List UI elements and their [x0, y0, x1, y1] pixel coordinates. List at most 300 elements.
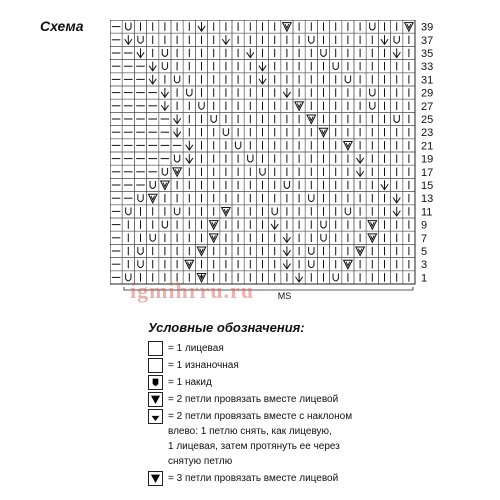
- chart-cell-knit-stitch: [366, 165, 378, 178]
- chart-cell-knit-stitch: [232, 152, 244, 165]
- chart-cell-knit-stitch: [195, 46, 207, 59]
- chart-cell-knit-stitch: [293, 46, 305, 59]
- chart-cell-knit-stitch: [195, 33, 207, 46]
- chart-cell-knit-stitch: [244, 139, 256, 152]
- chart-cell-ssk: [171, 126, 183, 139]
- chart-cell-knit-stitch: [281, 205, 293, 218]
- chart-cell-knit-stitch: [378, 73, 390, 86]
- row-number: 19: [421, 153, 434, 166]
- chart-cell-knit-stitch: [305, 73, 317, 86]
- chart-cell-knit-stitch: [122, 258, 134, 271]
- chart-cell-knit-stitch: [122, 244, 134, 257]
- chart-cell-knit-stitch: [354, 178, 366, 191]
- chart-cell-purl-stitch: [110, 46, 122, 59]
- chart-cell-knit-stitch: [232, 165, 244, 178]
- chart-cell-knit-stitch: [220, 46, 232, 59]
- chart-cell-purl-stitch: [134, 139, 146, 152]
- chart-cell-knit-stitch: [269, 20, 281, 33]
- chart-cell-knit-stitch: [366, 192, 378, 205]
- chart-cell-knit-stitch: [330, 126, 342, 139]
- chart-cell-knit-stitch: [354, 192, 366, 205]
- chart-cell-knit-stitch: [232, 99, 244, 112]
- chart-cell-k2tog: [281, 20, 293, 33]
- chart-cell-purl-stitch: [134, 60, 146, 73]
- row-number: 35: [421, 47, 434, 60]
- chart-cell-ssk: [391, 46, 403, 59]
- legend-item: [148, 471, 488, 486]
- chart-cell-knit-stitch: [244, 112, 256, 125]
- chart-cell-knit-stitch: [244, 178, 256, 191]
- chart-cell-yarn-over: [134, 258, 146, 271]
- chart-cell-knit-stitch: [244, 244, 256, 257]
- chart-cell-knit-stitch: [403, 152, 415, 165]
- chart-cell-purl-stitch: [159, 112, 171, 125]
- chart-cell-knit-stitch: [281, 126, 293, 139]
- chart-cell-purl-stitch: [134, 73, 146, 86]
- legend-item-text: = 1 изнаночная: [168, 360, 239, 371]
- chart-cell-knit-stitch: [281, 73, 293, 86]
- chart-cell-knit-stitch: [317, 60, 329, 73]
- chart-cell-yarn-over: [244, 152, 256, 165]
- chart-cell-knit-stitch: [208, 73, 220, 86]
- chart-cell-ssk: [147, 73, 159, 86]
- chart-cell-knit-stitch: [171, 244, 183, 257]
- chart-cell-knit-stitch: [171, 86, 183, 99]
- chart-cell-knit-stitch: [342, 60, 354, 73]
- chart-cell-yarn-over: [317, 218, 329, 231]
- chart-cell-purl-stitch: [110, 33, 122, 46]
- chart-cell-ssk: [378, 33, 390, 46]
- chart-cell-knit-stitch: [195, 86, 207, 99]
- chart-cell-knit-stitch: [195, 73, 207, 86]
- chart-cell-purl-stitch: [147, 112, 159, 125]
- chart-cell-ssk: [159, 99, 171, 112]
- chart-cell-ssk: [354, 152, 366, 165]
- chart-cell-purl-stitch: [110, 126, 122, 139]
- chart-cell-knit-stitch: [403, 99, 415, 112]
- chart-cell-knit-stitch: [147, 258, 159, 271]
- chart-cell-purl-stitch: [122, 126, 134, 139]
- chart-cell-purl-stitch: [122, 152, 134, 165]
- chart-cell-knit-stitch: [366, 205, 378, 218]
- chart-cell-knit-stitch: [195, 152, 207, 165]
- chart-cell-knit-stitch: [208, 152, 220, 165]
- chart-cell-knit-stitch: [195, 112, 207, 125]
- chart-cell-yarn-over: [195, 99, 207, 112]
- chart-cell-yarn-over: [342, 73, 354, 86]
- knitting-chart-svg: [110, 20, 470, 320]
- chart-cell-knit-stitch: [403, 165, 415, 178]
- chart-cell-purl-stitch: [147, 86, 159, 99]
- chart-cell-purl-stitch: [147, 99, 159, 112]
- chart-cell-knit-stitch: [330, 192, 342, 205]
- chart-cell-knit-stitch: [378, 46, 390, 59]
- chart-cell-knit-stitch: [330, 218, 342, 231]
- chart-cell-knit-stitch: [147, 20, 159, 33]
- chart-cell-knit-stitch: [171, 178, 183, 191]
- chart-cell-knit-stitch: [403, 112, 415, 125]
- chart-cell-knit-stitch: [378, 165, 390, 178]
- chart-cell-knit-stitch: [220, 60, 232, 73]
- chart-cell-knit-stitch: [269, 271, 281, 284]
- chart-cell-knit-stitch: [366, 46, 378, 59]
- chart-cell-knit-stitch: [403, 271, 415, 284]
- chart-cell-knit-stitch: [342, 20, 354, 33]
- chart-cell-knit-stitch: [342, 126, 354, 139]
- chart-cell-knit-stitch: [305, 86, 317, 99]
- chart-cell-knit-stitch: [256, 139, 268, 152]
- chart-cell-knit-stitch: [330, 73, 342, 86]
- chart-cell-yarn-over: [183, 86, 195, 99]
- chart-cell-knit-stitch: [330, 46, 342, 59]
- chart-cell-knit-stitch: [232, 112, 244, 125]
- knit-icon: [148, 341, 163, 356]
- chart-cell-ssk: [391, 192, 403, 205]
- chart-cell-knit-stitch: [244, 258, 256, 271]
- chart-cell-knit-stitch: [232, 244, 244, 257]
- chart-cell-knit-stitch: [378, 139, 390, 152]
- chart-cell-knit-stitch: [208, 205, 220, 218]
- chart-cell-knit-stitch: [256, 192, 268, 205]
- chart-cell-knit-stitch: [317, 33, 329, 46]
- chart-cell-knit-stitch: [122, 231, 134, 244]
- chart-cell-ssk: [159, 86, 171, 99]
- chart-cell-knit-stitch: [183, 20, 195, 33]
- chart-cell-purl-stitch: [122, 192, 134, 205]
- chart-cell-knit-stitch: [354, 231, 366, 244]
- chart-cell-knit-stitch: [378, 218, 390, 231]
- chart-cell-knit-stitch: [244, 218, 256, 231]
- chart-cell-knit-stitch: [366, 139, 378, 152]
- ms-label: MS: [277, 291, 292, 301]
- chart-cell-knit-stitch: [256, 258, 268, 271]
- chart-cell-k2tog: [147, 192, 159, 205]
- legend-item-text: = 3 петли провязать вместе лицевой: [168, 473, 339, 484]
- chart-cell-knit-stitch: [391, 258, 403, 271]
- chart-cell-knit-stitch: [293, 244, 305, 257]
- chart-cell-knit-stitch: [330, 258, 342, 271]
- chart-cell-knit-stitch: [244, 192, 256, 205]
- chart-cell-knit-stitch: [208, 20, 220, 33]
- purl-icon: [148, 358, 163, 373]
- row-number: 11: [421, 206, 433, 219]
- chart-cell-knit-stitch: [378, 126, 390, 139]
- chart-cell-purl-stitch: [122, 139, 134, 152]
- chart-cell-knit-stitch: [354, 205, 366, 218]
- chart-cell-knit-stitch: [220, 231, 232, 244]
- chart-cell-knit-stitch: [159, 20, 171, 33]
- chart-cell-knit-stitch: [159, 205, 171, 218]
- legend-item: [148, 392, 488, 407]
- chart-cell-k2tog: [171, 165, 183, 178]
- chart-cell-yarn-over: [391, 33, 403, 46]
- ssk-icon: [148, 409, 163, 424]
- chart-cell-ssk: [147, 60, 159, 73]
- chart-cell-knit-stitch: [269, 139, 281, 152]
- chart-cell-knit-stitch: [171, 99, 183, 112]
- chart-cell-knit-stitch: [269, 126, 281, 139]
- chart-cell-knit-stitch: [208, 139, 220, 152]
- chart-cell-ssk: [378, 178, 390, 191]
- chart-cell-knit-stitch: [256, 205, 268, 218]
- chart-cell-knit-stitch: [281, 271, 293, 284]
- chart-cell-knit-stitch: [195, 126, 207, 139]
- chart-cell-yarn-over: [305, 244, 317, 257]
- chart-cell-yarn-over: [330, 60, 342, 73]
- chart-cell-yarn-over: [305, 33, 317, 46]
- chart-cell-knit-stitch: [281, 165, 293, 178]
- chart-cell-knit-stitch: [317, 192, 329, 205]
- chart-cell-k2tog: [305, 112, 317, 125]
- chart-cell-yarn-over: [159, 46, 171, 59]
- chart-cell-purl-stitch: [122, 86, 134, 99]
- legend-item: [148, 341, 488, 356]
- chart-cell-knit-stitch: [256, 231, 268, 244]
- row-number: 33: [421, 61, 434, 74]
- chart-cell-knit-stitch: [403, 73, 415, 86]
- chart-cell-knit-stitch: [256, 152, 268, 165]
- chart-cell-knit-stitch: [244, 33, 256, 46]
- chart-cell-knit-stitch: [244, 73, 256, 86]
- chart-cell-knit-stitch: [269, 165, 281, 178]
- chart-cell-knit-stitch: [147, 46, 159, 59]
- legend-item-text: = 2 петли провязать вместе лицевой: [168, 394, 339, 405]
- chart-cell-ssk: [183, 152, 195, 165]
- chart-cell-yarn-over: [159, 165, 171, 178]
- chart-cell-knit-stitch: [281, 33, 293, 46]
- chart-cell-knit-stitch: [134, 20, 146, 33]
- chart-cell-knit-stitch: [378, 231, 390, 244]
- chart-cell-knit-stitch: [366, 33, 378, 46]
- chart-cell-knit-stitch: [171, 192, 183, 205]
- chart-cell-knit-stitch: [403, 126, 415, 139]
- chart-cell-k2tog: [183, 258, 195, 271]
- chart-cell-knit-stitch: [366, 178, 378, 191]
- chart-cell-knit-stitch: [183, 46, 195, 59]
- chart-cell-yarn-over: [171, 152, 183, 165]
- chart-cell-knit-stitch: [147, 218, 159, 231]
- chart-cell-knit-stitch: [391, 139, 403, 152]
- chart-cell-yarn-over: [134, 244, 146, 257]
- chart-cell-knit-stitch: [293, 33, 305, 46]
- chart-cell-k2tog: [208, 218, 220, 231]
- chart-cell-knit-stitch: [293, 165, 305, 178]
- chart-cell-purl-stitch: [134, 126, 146, 139]
- chart-cell-knit-stitch: [208, 258, 220, 271]
- chart-cell-knit-stitch: [293, 73, 305, 86]
- chart-cell-purl-stitch: [134, 165, 146, 178]
- chart-cell-k2tog: [220, 205, 232, 218]
- chart-cell-knit-stitch: [354, 139, 366, 152]
- chart-cell-knit-stitch: [342, 192, 354, 205]
- chart-cell-knit-stitch: [342, 271, 354, 284]
- chart-cell-yarn-over: [159, 60, 171, 73]
- chart-cell-knit-stitch: [403, 178, 415, 191]
- chart-cell-knit-stitch: [244, 126, 256, 139]
- chart-cell-knit-stitch: [403, 192, 415, 205]
- chart-cell-knit-stitch: [183, 244, 195, 257]
- chart-cell-knit-stitch: [281, 99, 293, 112]
- chart-cell-knit-stitch: [378, 192, 390, 205]
- chart-cell-knit-stitch: [305, 60, 317, 73]
- chart-cell-yarn-over: [256, 165, 268, 178]
- chart-cell-yarn-over: [171, 205, 183, 218]
- chart-cell-knit-stitch: [342, 152, 354, 165]
- chart-cell-knit-stitch: [220, 73, 232, 86]
- chart-cell-knit-stitch: [317, 165, 329, 178]
- chart-cell-knit-stitch: [208, 178, 220, 191]
- chart-cell-knit-stitch: [354, 258, 366, 271]
- chart-cell-knit-stitch: [305, 139, 317, 152]
- chart-cell-k2tog: [195, 244, 207, 257]
- row-number: 25: [421, 113, 434, 126]
- chart-cell-yarn-over: [305, 258, 317, 271]
- chart-cell-yarn-over: [220, 126, 232, 139]
- chart-cell-knit-stitch: [256, 20, 268, 33]
- chart-cell-knit-stitch: [183, 231, 195, 244]
- chart-cell-knit-stitch: [208, 33, 220, 46]
- chart-cell-knit-stitch: [159, 33, 171, 46]
- chart-cell-ssk: [195, 20, 207, 33]
- chart-cell-yarn-over: [147, 178, 159, 191]
- chart-cell-knit-stitch: [293, 192, 305, 205]
- chart-cell-yarn-over: [281, 178, 293, 191]
- chart-cell-knit-stitch: [220, 20, 232, 33]
- chart-cell-knit-stitch: [330, 112, 342, 125]
- chart-cell-knit-stitch: [232, 205, 244, 218]
- chart-cell-purl-stitch: [110, 112, 122, 125]
- chart-cell-knit-stitch: [159, 192, 171, 205]
- chart-cell-knit-stitch: [183, 73, 195, 86]
- legend-item-text: = 1 лицевая: [168, 343, 224, 354]
- chart-cell-purl-stitch: [110, 165, 122, 178]
- chart-cell-knit-stitch: [281, 152, 293, 165]
- chart-cell-ssk: [220, 33, 232, 46]
- chart-cell-ssk: [171, 112, 183, 125]
- chart-cell-knit-stitch: [183, 126, 195, 139]
- chart-cell-knit-stitch: [220, 165, 232, 178]
- chart-cell-purl-stitch: [122, 178, 134, 191]
- chart-cell-knit-stitch: [391, 126, 403, 139]
- chart-cell-ssk: [281, 244, 293, 257]
- chart-cell-knit-stitch: [317, 205, 329, 218]
- chart-cell-knit-stitch: [391, 73, 403, 86]
- chart-cell-knit-stitch: [208, 192, 220, 205]
- chart-cell-knit-stitch: [171, 33, 183, 46]
- chart-cell-purl-stitch: [110, 178, 122, 191]
- chart-cell-purl-stitch: [110, 258, 122, 271]
- chart-cell-knit-stitch: [256, 99, 268, 112]
- legend-item: [148, 358, 488, 373]
- chart-cell-knit-stitch: [293, 20, 305, 33]
- chart-cell-knit-stitch: [171, 218, 183, 231]
- chart-cell-ssk: [256, 73, 268, 86]
- chart-cell-yarn-over: [147, 231, 159, 244]
- chart-cell-yarn-over: [232, 139, 244, 152]
- chart-cell-knit-stitch: [391, 165, 403, 178]
- chart-cell-purl-stitch: [171, 139, 183, 152]
- chart-cell-knit-stitch: [281, 218, 293, 231]
- chart-cell-knit-stitch: [122, 218, 134, 231]
- chart-cell-knit-stitch: [208, 46, 220, 59]
- k2tog-icon: [148, 392, 163, 407]
- chart-cell-k2tog: [317, 126, 329, 139]
- chart-cell-k2tog: [342, 258, 354, 271]
- chart-cell-purl-stitch: [110, 192, 122, 205]
- chart-cell-knit-stitch: [403, 139, 415, 152]
- chart-cell-knit-stitch: [317, 112, 329, 125]
- chart-cell-knit-stitch: [391, 86, 403, 99]
- chart-cell-knit-stitch: [147, 205, 159, 218]
- chart-cell-knit-stitch: [220, 139, 232, 152]
- chart-cell-knit-stitch: [391, 20, 403, 33]
- chart-cell-knit-stitch: [293, 112, 305, 125]
- chart-cell-yarn-over: [366, 86, 378, 99]
- row-number: 15: [421, 179, 434, 192]
- chart-cell-knit-stitch: [183, 192, 195, 205]
- chart-cell-knit-stitch: [366, 60, 378, 73]
- chart-cell-knit-stitch: [195, 258, 207, 271]
- chart-cell-ssk: [391, 205, 403, 218]
- chart-cell-yarn-over: [269, 205, 281, 218]
- chart-cell-knit-stitch: [305, 46, 317, 59]
- chart-cell-ssk: [281, 231, 293, 244]
- chart-cell-knit-stitch: [403, 258, 415, 271]
- chart-cell-yarn-over: [342, 205, 354, 218]
- row-number: 17: [421, 166, 434, 179]
- chart-cell-knit-stitch: [342, 46, 354, 59]
- chart-cell-knit-stitch: [220, 258, 232, 271]
- chart-cell-knit-stitch: [317, 244, 329, 257]
- chart-cell-knit-stitch: [269, 178, 281, 191]
- chart-cell-knit-stitch: [159, 244, 171, 257]
- chart-cell-yarn-over: [305, 192, 317, 205]
- chart-cell-k2tog: [208, 231, 220, 244]
- chart-cell-knit-stitch: [147, 244, 159, 257]
- chart-cell-knit-stitch: [391, 60, 403, 73]
- chart-cell-purl-stitch: [122, 165, 134, 178]
- chart-cell-knit-stitch: [403, 33, 415, 46]
- chart-cell-knit-stitch: [232, 178, 244, 191]
- chart-cell-knit-stitch: [403, 231, 415, 244]
- chart-cell-knit-stitch: [195, 178, 207, 191]
- chart-cell-knit-stitch: [330, 20, 342, 33]
- chart-cell-knit-stitch: [134, 218, 146, 231]
- chart-cell-knit-stitch: [269, 33, 281, 46]
- chart-cell-knit-stitch: [232, 192, 244, 205]
- chart-cell-knit-stitch: [171, 46, 183, 59]
- chart-cell-knit-stitch: [378, 86, 390, 99]
- chart-cell-knit-stitch: [232, 126, 244, 139]
- chart-cell-knit-stitch: [317, 271, 329, 284]
- chart-cell-knit-stitch: [256, 33, 268, 46]
- chart-cell-yarn-over: [330, 271, 342, 284]
- chart-cell-ssk: [244, 46, 256, 59]
- chart-cell-knit-stitch: [378, 244, 390, 257]
- chart-cell-yarn-over: [208, 112, 220, 125]
- chart-cell-knit-stitch: [281, 192, 293, 205]
- chart-cell-purl-stitch: [134, 86, 146, 99]
- chart-cell-purl-stitch: [122, 112, 134, 125]
- chart-cell-knit-stitch: [330, 244, 342, 257]
- chart-cell-knit-stitch: [391, 218, 403, 231]
- chart-cell-knit-stitch: [378, 20, 390, 33]
- chart-cell-knit-stitch: [195, 60, 207, 73]
- chart-cell-ssk: [122, 33, 134, 46]
- chart-cell-ssk: [293, 271, 305, 284]
- chart-cell-knit-stitch: [378, 152, 390, 165]
- chart-cell-knit-stitch: [391, 99, 403, 112]
